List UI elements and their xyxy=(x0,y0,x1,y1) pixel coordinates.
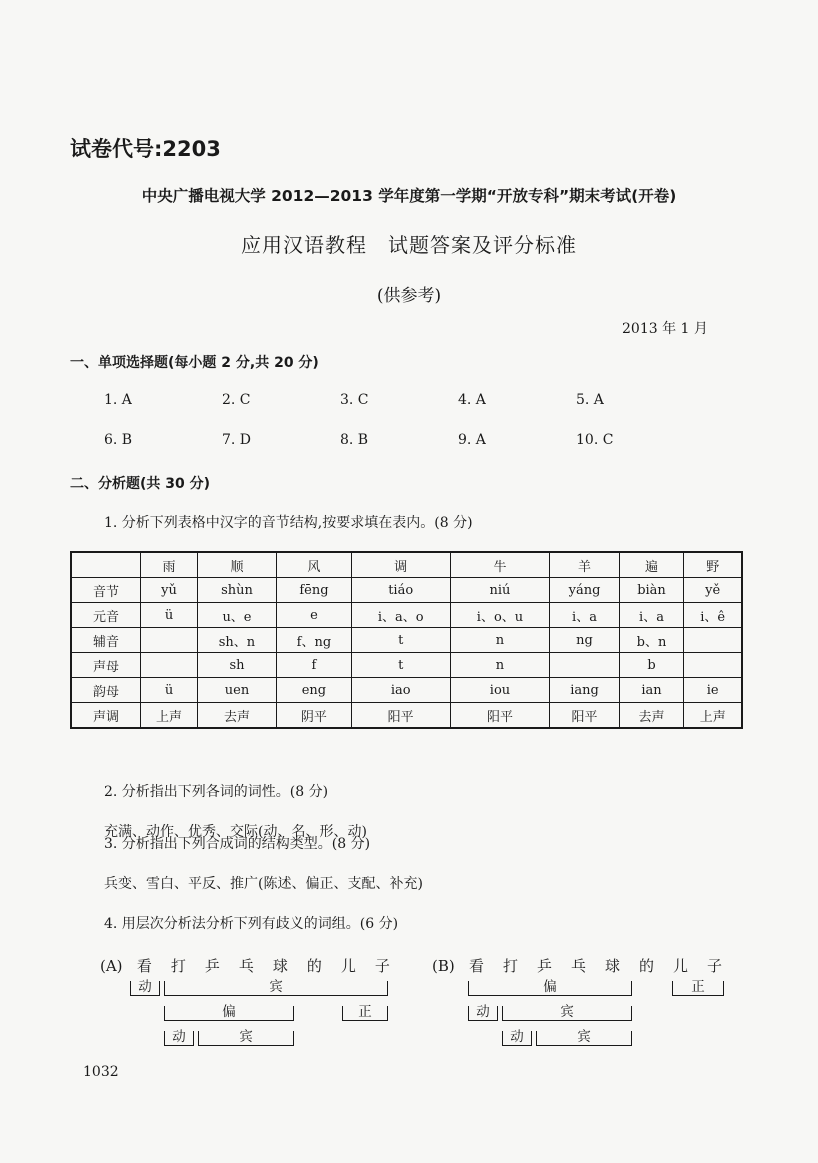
table-cell: tiáo xyxy=(351,578,450,603)
answer-5: 5. A xyxy=(576,392,604,408)
table-cell: 上声 xyxy=(141,703,198,729)
table-cell xyxy=(141,653,198,678)
table-row xyxy=(71,703,742,729)
table-row xyxy=(71,653,742,678)
table-cell: fēng xyxy=(276,578,351,603)
table-cell: yáng xyxy=(550,578,619,603)
answer-1: 1. A xyxy=(104,392,132,408)
phrase-char: 乓 xyxy=(571,957,587,975)
phrase-char: 乒 xyxy=(204,957,220,975)
phrase-char: 看 xyxy=(469,957,485,975)
question-2-answer: 充满、动作、优秀、交际(动、名、形、动) xyxy=(104,824,367,840)
bracket-b-2: 正 xyxy=(672,981,724,996)
question-3-answer: 兵变、雪白、平反、推广(陈述、偏正、支配、补充) xyxy=(104,876,423,892)
table-cell: 阴平 xyxy=(276,703,351,729)
answer-7: 7. D xyxy=(222,432,252,448)
phrase-char: 的 xyxy=(639,957,655,975)
table-cell: shùn xyxy=(198,578,277,603)
table-cell: ian xyxy=(619,678,684,703)
bracket-b-1: 偏 xyxy=(468,981,632,996)
table-cell: 雨 xyxy=(141,552,198,578)
bracket-a-4: 正 xyxy=(342,1006,388,1021)
phrase-b-label: (B) xyxy=(432,957,455,975)
phrase-char: 打 xyxy=(170,957,186,975)
phrase-char: 儿 xyxy=(340,957,356,975)
table-cell: 声调 xyxy=(71,703,141,729)
table-cell: t xyxy=(351,628,450,653)
answer-10: 10. C xyxy=(576,432,614,448)
phrase-char: 球 xyxy=(272,957,288,975)
answer-2: 2. C xyxy=(222,392,251,408)
exam-title: 中央广播电视大学 2012—2013 学年度第一学期“开放专科”期末考试(开卷) xyxy=(141,187,677,205)
table-cell: 韵母 xyxy=(71,678,141,703)
bracket-b-5: 动 xyxy=(502,1031,532,1046)
table-cell: iao xyxy=(351,678,450,703)
table-cell: iang xyxy=(550,678,619,703)
table-cell: u、e xyxy=(198,603,277,628)
bracket-a-1: 动 xyxy=(130,981,160,996)
answer-9: 9. A xyxy=(458,432,486,448)
bracket-a-3: 偏 xyxy=(164,1006,294,1021)
table-cell: ng xyxy=(550,628,619,653)
table-cell: 去声 xyxy=(198,703,277,729)
table-cell xyxy=(684,628,742,653)
table-cell: ü xyxy=(141,678,198,703)
table-cell xyxy=(71,552,141,578)
table-cell: 阳平 xyxy=(351,703,450,729)
section-2-heading: 二、分析题(共 30 分) xyxy=(70,476,211,492)
table-cell xyxy=(141,628,198,653)
answer-4: 4. A xyxy=(458,392,486,408)
table-cell: 阳平 xyxy=(450,703,550,729)
table-cell: b xyxy=(619,653,684,678)
table-cell: eng xyxy=(276,678,351,703)
table-row xyxy=(71,678,742,703)
answer-3: 3. C xyxy=(340,392,369,408)
table-row xyxy=(71,603,742,628)
page-number: 1032 xyxy=(83,1064,119,1080)
table-row xyxy=(71,628,742,653)
table-cell: 元音 xyxy=(71,603,141,628)
phrase-a-label: (A) xyxy=(100,957,123,975)
bracket-a-6: 宾 xyxy=(198,1031,294,1046)
table-cell: sh xyxy=(198,653,277,678)
table-cell: n xyxy=(450,653,550,678)
phrase-a xyxy=(100,955,399,976)
phrase-char: 打 xyxy=(503,957,519,975)
table-cell: niú xyxy=(450,578,550,603)
question-4: 4. 用层次分析法分析下列有歧义的词组。(6 分) xyxy=(104,916,399,932)
table-cell: 牛 xyxy=(450,552,550,578)
table-cell: i、o、u xyxy=(450,603,550,628)
answer-6: 6. B xyxy=(104,432,133,448)
phrase-char: 儿 xyxy=(673,957,689,975)
table-cell: 去声 xyxy=(619,703,684,729)
table-cell: b、n xyxy=(619,628,684,653)
syllable-table xyxy=(70,551,743,729)
table-cell: sh、n xyxy=(198,628,277,653)
table-cell: yě xyxy=(684,578,742,603)
phrase-char: 的 xyxy=(306,957,322,975)
table-cell: ü xyxy=(141,603,198,628)
table-cell: 上声 xyxy=(684,703,742,729)
table-cell xyxy=(550,653,619,678)
table-cell: e xyxy=(276,603,351,628)
table-cell: biàn xyxy=(619,578,684,603)
bracket-b-4: 宾 xyxy=(502,1006,632,1021)
table-row xyxy=(71,578,742,603)
table-cell: n xyxy=(450,628,550,653)
paper-code: 试卷代号:2203 xyxy=(70,137,221,161)
table-cell: 调 xyxy=(351,552,450,578)
table-cell: i、a xyxy=(619,603,684,628)
table-cell: 风 xyxy=(276,552,351,578)
table-header-row xyxy=(71,552,742,578)
phrase-char: 乓 xyxy=(238,957,254,975)
table-cell: f xyxy=(276,653,351,678)
document-subtitle: (供参考) xyxy=(376,286,442,306)
phrase-char: 子 xyxy=(374,957,390,975)
bracket-a-2: 宾 xyxy=(164,981,388,996)
table-cell: 音节 xyxy=(71,578,141,603)
table-cell: i、ê xyxy=(684,603,742,628)
table-cell: t xyxy=(351,653,450,678)
bracket-a-5: 动 xyxy=(164,1031,194,1046)
phrase-char: 球 xyxy=(605,957,621,975)
table-cell: 阳平 xyxy=(550,703,619,729)
phrase-b xyxy=(432,955,732,976)
table-cell: 顺 xyxy=(198,552,277,578)
document-title: 应用汉语教程 试题答案及评分标准 xyxy=(241,233,577,257)
table-cell: i、a、o xyxy=(351,603,450,628)
table-cell: f、ng xyxy=(276,628,351,653)
table-cell xyxy=(684,653,742,678)
table-cell: 遍 xyxy=(619,552,684,578)
phrase-char: 子 xyxy=(707,957,723,975)
table-cell: i、a xyxy=(550,603,619,628)
section-1-heading: 一、单项选择题(每小题 2 分,共 20 分) xyxy=(70,355,319,371)
answer-8: 8. B xyxy=(340,432,369,448)
bracket-b-3: 动 xyxy=(468,1006,498,1021)
bracket-b-6: 宾 xyxy=(536,1031,632,1046)
phrase-char: 看 xyxy=(136,957,152,975)
table-cell: uen xyxy=(198,678,277,703)
table-cell: 野 xyxy=(684,552,742,578)
document-date: 2013 年 1 月 xyxy=(622,321,708,337)
question-1: 1. 分析下列表格中汉字的音节结构,按要求填在表内。(8 分) xyxy=(104,515,473,531)
phrase-char: 乒 xyxy=(537,957,553,975)
table-cell: 辅音 xyxy=(71,628,141,653)
table-cell: 羊 xyxy=(550,552,619,578)
table-cell: 声母 xyxy=(71,653,141,678)
table-cell: ie xyxy=(684,678,742,703)
table-cell: iou xyxy=(450,678,550,703)
question-2: 2. 分析指出下列各词的词性。(8 分) xyxy=(104,784,329,800)
table-cell: yǔ xyxy=(141,578,198,603)
question-3: 3. 分析指出下列合成词的结构类型。(8 分) xyxy=(104,836,371,852)
